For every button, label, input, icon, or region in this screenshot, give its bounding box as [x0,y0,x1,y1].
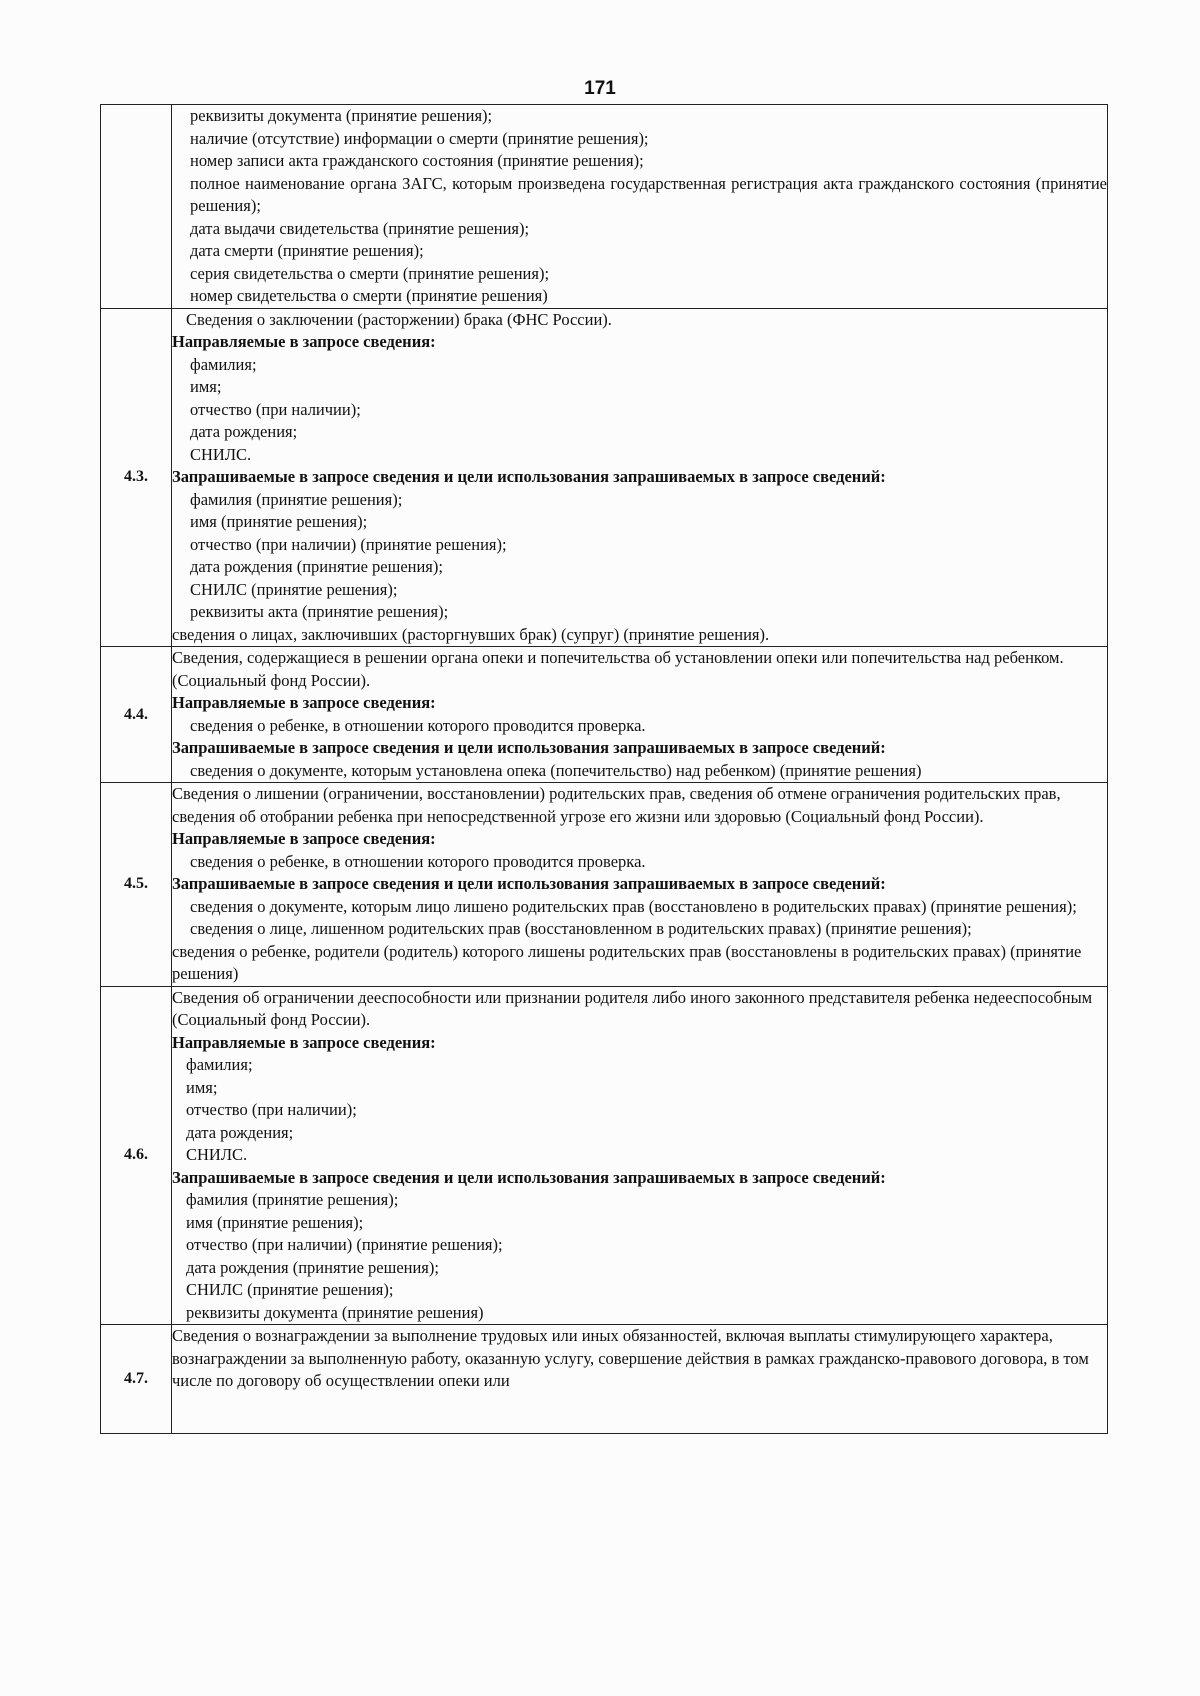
text-line: имя; [190,377,222,396]
requirements-table [100,104,1108,1434]
section-heading: Направляемые в запросе сведения: [172,693,436,712]
text-line: сведения о лицах, заключивших (расторгнувших брак) (супруг) (принятие решения). [172,624,770,644]
section-heading: Запрашиваемые в запросе сведения и цели использования запрашиваемых в запросе сведений: [172,738,886,757]
table-row [101,308,1108,647]
section-heading: Запрашиваемые в запросе сведения и цели использования запрашиваемых в запросе сведений: [172,467,886,486]
cell-spacer [172,1393,1107,1433]
text-line: реквизиты документа (принятие решения); [190,106,493,125]
row-content [172,986,1108,1325]
table-row [101,783,1108,987]
table-row [101,1325,1108,1434]
text-line: СНИЛС. [186,1145,248,1164]
text-line: сведения о ребенке, в отношении которого проводится проверка. [190,715,646,735]
text-line: отчество (при наличии) (принятие решения); [190,534,507,554]
row-content [172,1325,1108,1434]
text-line: СНИЛС (принятие решения); [186,1280,394,1299]
row-number: 4.6. [101,986,172,1325]
section-heading: Запрашиваемые в запросе сведения и цели использования запрашиваемых в запросе сведений: [172,874,886,893]
row-number: 4.5. [101,783,172,987]
text-line: номер записи акта гражданского состояния (принятие решения); [190,151,644,170]
text-line: сведения о документе, которым установлена опека (попечительство) над ребенком) (принятие решения) [190,760,922,780]
section-heading: Направляемые в запросе сведения: [172,829,436,848]
table-row [101,986,1108,1325]
text-line: дата выдачи свидетельства (принятие решения); [190,218,530,238]
text-line: Сведения об ограничении дееспособности или признании родителя либо иного законного представителя ребенка недееспособным (Социальный фонд России). [172,987,1093,1029]
table-row [101,105,1108,309]
text-line: Сведения, содержащиеся в решении органа опеки и попечительства об установлении опеки или попечительства над ребенком. (Социальный фонд России). [172,648,1064,690]
section-heading: Запрашиваемые в запросе сведения и цели использования запрашиваемых в запросе сведений: [172,1167,886,1187]
text-line: сведения о ребенке, в отношении которого проводится проверка. [190,851,646,871]
text-line: реквизиты акта (принятие решения); [190,602,449,621]
row-content [172,308,1108,647]
table-row [101,647,1108,783]
text-line: отчество (при наличии) (принятие решения); [186,1235,503,1254]
text-line: фамилия; [186,1055,253,1074]
row-content [172,783,1108,987]
text-line: фамилия; [190,354,257,374]
text-line: дата рождения; [190,422,298,441]
row-number [101,105,172,309]
text-line: дата рождения (принятие решения); [186,1257,439,1277]
text-line: наличие (отсутствие) информации о смерти (принятие решения); [190,128,649,148]
text-line: фамилия (принятие решения); [186,1190,399,1209]
text-line: имя (принятие решения); [190,512,368,531]
text-line: полное наименование органа ЗАГС, которым произведена государственная регистрация акта гражданского состояния (принятие решения); [190,173,1107,215]
row-content [172,105,1108,309]
text-line: отчество (при наличии); [190,399,361,419]
text-line: СНИЛС. [190,444,252,464]
text-line: дата рождения; [186,1122,294,1142]
text-line: сведения о документе, которым лицо лишено родительских прав (восстановлено в родительских правах) (принятие решения); [190,896,1077,916]
text-line: дата смерти (принятие решения); [190,241,424,260]
text-line: отчество (при наличии); [186,1100,357,1119]
row-number: 4.7. [101,1325,172,1434]
row-number: 4.4. [101,647,172,783]
text-line: Сведения о вознаграждении за выполнение трудовых или иных обязанностей, включая выплаты стимулирующего характера, вознаграждении за выполненную работу, оказанную услугу, совершение действия в рамках гражданско-правового договора, в том числе по договору об осуществлении опеки или [172,1326,1089,1390]
page-number: 171 [584,78,616,99]
row-number: 4.3. [101,308,172,647]
text-line: имя; [186,1077,218,1097]
section-heading: Направляемые в запросе сведения: [172,332,436,351]
text-line: Сведения о заключении (расторжении) брака (ФНС России). [186,309,612,329]
text-line: Сведения о лишении (ограничении, восстановлении) родительских прав, сведения об отмене ограничения родительских прав, сведения об отобрании ребенка при непосредственной угрозе его жизни или здоровью (Социальный фонд России). [172,784,1061,826]
text-line: фамилия (принятие решения); [190,489,403,509]
section-heading: Направляемые в запросе сведения: [172,1032,436,1052]
text-line: сведения о ребенке, родители (родитель) которого лишены родительских прав (восстановлены в родительских правах) (принятие решения) [172,941,1082,983]
text-line: серия свидетельства о смерти (принятие решения); [190,263,550,283]
text-line: сведения о лице, лишенном родительских прав (восстановленном в родительских правах) (принятие решения); [190,919,972,938]
text-line: дата рождения (принятие решения); [190,557,443,576]
text-line: имя (принятие решения); [186,1212,364,1232]
table-body [101,105,1108,1434]
text-line: СНИЛС (принятие решения); [190,579,398,599]
text-line: номер свидетельства о смерти (принятие решения) [190,286,548,305]
row-content [172,647,1108,783]
text-line: реквизиты документа (принятие решения) [186,1302,484,1322]
